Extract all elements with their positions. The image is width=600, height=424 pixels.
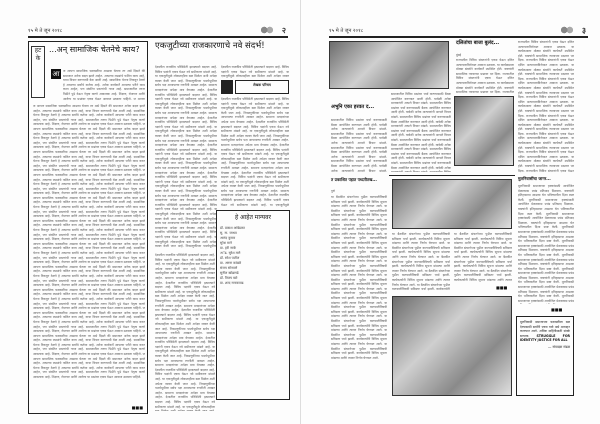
article-body: या बैठकीत संघटनेच्या पुढील वाटचालीविषयी सविस्तर चर्चा झाली. कार्यकर्त्यांनी विविध सूचना मांडल्या आणि त्यावर निर्णय घेण्यात आले. या बैठकीत संघटनेच्या पुढील वाटचालीविषयी सविस्तर चर्चा झाली. कार्यकर्त्यांनी विविध सूचना मांडल्या आणि त्यावर निर्णय घेण्यात आले. या बैठकीत संघटनेच्या पुढील वाटचालीविषयी सविस्तर चर्चा झाली. कार्यकर्त्यांनी विविध सूचना मांडल्या आणि त्यावर निर्णय घेण्यात आले. या बैठकीत संघटनेच्या पुढील वाटचालीविषयी सविस्तर चर्चा झाली. कार्यकर्त्यांनी विविध सूचना मांडल्या आणि त्यावर [454,232,512,282]
masthead-logo-icon [560,26,574,34]
dignitary-item: प्रा. अरुण कांबळे [220,261,242,265]
article-body: देशातील राजकीय परिस्थिती झपाट्याने बदलत आहे. विविध पक्षांनी एकत्र येऊन नवे समीकरण मांडले आहे. या एकजुटीमुळे लोकशाहीला बळ मिळेल अशी अपेक्षा व्यक्त केली जात आहे. निवडणुकीच्या पार्श्वभूमीवर सर्वच पक्ष आपापल्या रणनीती आखत आहेत. सामान्य मतदारांच्या अपेक्षा मात्र वेगळ्या आहेत. देशातील राजकीय परिस्थिती झपाट्याने बदलत आहे. विविध पक्षांनी एकत्र येऊन नवे समीकरण मांडले आहे. या एकजुटीमुळे लोकशाहीला बळ मिळेल अशी अपेक्षा व्यक्त केली जात आहे. निवडणुकीच्या पार्श्वभूमीवर सर्वच पक्ष आपापल्या रणनीती आखत आहेत. सामान्य मतदारांच्या अपेक्षा मात्र वेगळ्या आहेत. देशातील राजकीय परिस्थिती झपाट्याने बदलत आहे. विविध पक्षांनी एकत्र येऊन नवे समीकरण मांडले आहे. या एकजुटीमुळे लोकशाहीला बळ मिळेल अशी अपेक्षा व्यक्त केली जात आहे. निवडणुकीच्या पार्श्वभूमीवर सर्वच पक्ष आपापल्या रणनीती आखत आहेत. सामान्य मतदारांच्या अपेक्षा मात्र वेगळ्या आहेत. देशातील राजकीय परिस्थिती झपाट्याने बदलत आहे. विविध पक्षांनी एकत्र येऊन नवे समीकरण मांडले आहे. या एकजुटीमुळे लोकशाहीला बळ मिळेल अशी अपेक्षा व्यक्त केली जात आहे. निवडणुकीच्या पार्श्वभूमीवर सर्वच पक्ष आपापल्या रणनीती आखत आहेत. सामान्य मतदारांच्या अपेक्षा मात्र वेगळ्या आहेत. देशातील राजकीय परिस्थिती झपाट्याने बदलत आहे. विविध पक्षांनी एकत्र येऊन नवे समीकरण मांडले आहे. या एकजुटीमुळे लोकशाहीला बळ मिळेल अशी अपेक्षा व्यक्त केली जात आहे. निवडणुकीच्या पार्श्वभूमीवर सर्वच पक्ष आपापल्या रणनीती आखत आहेत. सामान्य मतदारांच्या अपेक्षा मात्र वेगळ्या आहेत. देशातील राजकीय परिस्थिती झपाट्याने बदलत आहे. विविध पक्षांनी एकत्र येऊन नवे समीकरण मांडले आहे. या एकजुटीमुळे लोकशाहीला बळ मिळेल अशी अपेक्षा व्यक्त केली जात आहे. निवडणुकीच्या पार्श्वभूमीवर सर्वच पक्ष आपापल्या रणनीती आखत आहेत. सामान्य मतदारांच्या अपेक्षा मात्र वेगळ्या आहेत. देशातील राजकीय परिस्थिती झपाट्याने बदलत आहे. विविध पक्षांनी एकत्र येऊन नवे समीकरण मांडले आहे. या एकजुटीमुळे लोकशाहीला बळ मिळेल अशी अपेक्षा व्यक्त केली जात आहे. निवडणुकीच्या पार्श्वभूमीवर [155,65,217,249]
box-title: हे आहेत मान्यवर [235,214,271,221]
article-social-consciousness [28,41,148,414]
dignitary-item: डॉ. विजय खरे [220,276,238,280]
article-body: ज आपण सामाजिक चळवळीचा आढावा घेतला तर असे दिसते की समाजात अनेक बदल झाले आहेत. आपल्या लढ्यांचे फलित काय आहे, याचा विचार करण्याची वेळ आली आहे. सामाजिक चेतना टिकवून ठेवणे हे आपल्या सर्वांचे कर्तव्य आहे. अनेक कार्यकर्ते आपल्या परीने काम करत आहेत, पण संघटित प्रयत्नांची गरज आहे. समाजातील तरुण पिढीने पुढे येऊन नेतृत्व करणे आवश्यक आहे. शिक्षण, रोजगार आणि आरोग्य या प्रश्नांवर एकत्र येऊन आवाज उठवला पाहिजे. ज आपण [63,69,145,101]
box-signature: — संपादक मंडळ [547,344,570,349]
masthead-logo-icon [260,26,274,34]
article-body: समाजातील विविध प्रश्नांवर चर्चा करण्यासाठी बैठक आयोजित करण्यात आली होती. यावेळी अनेक मान्यवरांनी आपले विचार मांडले. समाजातील विविध प्रश्नांवर चर्चा करण्यासाठी बैठक आयोजित करण्यात आली होती. यावेळी अनेक मान्यवरांनी आपले विचार मांडले. समाजातील विविध प्रश्नांवर चर्चा करण्यासाठी बैठक आयोजित करण्यात आली होती. यावेळी अनेक मान्यवरांनी आपले विचार मांडले. समाजातील विविध प्रश्नांवर चर्चा करण्यासाठी बैठक आयोजित करण्यात आली होती. यावेळी अनेक मान्यवरांनी आपले विचार मांडले. समाजातील विविध प्रश्नांवर चर्चा करण्यासाठी बैठक आयोजित करण्यात आली होती. यावेळी अनेक मान्यवरांनी आपले विचार मांडले. समाजातील विविध प्रश्नांवर चर्चा करण्यासाठी बैठक आयोजित करण्यात आली होती. यावेळी अनेक मान्यवरांनी आपले विचार मांडले. समाजातील विविध प्रश्नांवर चर्चा करण्यासाठी बैठक आयोजित करण्यात आली होती. यावेळी अनेक [391,92,451,170]
page-header [329,26,588,36]
end-mark: ■■■ [551,307,563,312]
event-photo-office [392,179,512,229]
article-headline: ...अन् सामाजिक चेतनेचे काय? [49,45,140,54]
article-body: देशातील राजकीय परिस्थिती झपाट्याने बदलत आहे. विविध पक्षांनी एकत्र येऊन नवे समीकरण मांडले आहे. या एकजुटीमुळे लोकशाहीला बळ मिळेल अशी अपेक्षा व्यक्त केली जात आहे. निवडणुकीच्या पार्श्वभूमीवर सर्वच पक्ष आपापल्या रणनीती आखत आहेत. सामान्य मतदारांच्या अपेक्षा मात्र वेगळ्या आहेत. देशातील राजकीय परिस्थिती झपाट्याने बदलत आहे. विविध पक्षांनी एकत्र येऊन नवे समीकरण मांडले आहे. या एकजुटीमुळे लोकशाहीला बळ मिळेल अशी अपेक्षा व्यक्त केली जात आहे. निवडणुकीच्या पार्श्वभूमीवर सर्वच पक्ष आपापल्या रणनीती आखत आहेत. सामान्य मतदारांच्या अपेक्षा मात्र वेगळ्या आहेत. देशातील राजकीय परिस्थिती झपाट्याने बदलत आहे. विविध पक्षांनी एकत्र येऊन नवे समीकरण मांडले आहे. या एकजुटीमुळे लोकशाहीला बळ मिळेल अशी अपेक्षा व्यक्त केली जात आहे. निवडणुकीच्या पार्श्वभूमीवर सर्वच पक्ष आपापल्या रणनीती आखत आहेत. सामान्य मतदारांच्या अपेक्षा मात्र वेगळ्या आहेत. देशातील राजकीय परिस्थिती झपाट्याने बदलत आहे. विविध पक्षांनी एकत्र येऊन नवे समीकरण मांडले आहे. या एकजुटीमुळे लोकशाहीला बळ मिळेल अशी अपेक्षा व्यक्त केली जात आहे. निवडणुकीच्या पार्श्वभूमीवर सर्वच पक्ष आपापल्या रणनीती आखत आहेत. सामान्य मतदारांच्या अपेक्षा मात्र वेगळ्या आहेत. देशातील राजकीय परिस्थिती झपाट्याने बदलत आहे. विविध पक्षांनी एकत्र येऊन नवे समीकरण मांडले आहे. या एकजुटीमुळे [221,97,289,207]
article-headline: त प्रकाशित पहात पध्दतीतख... [331,177,377,182]
article-body: ज आपण सामाजिक चळवळीचा आढावा घेतला तर असे दिसते की समाजात अनेक बदल झाले आहेत. आपल्या लढ्यांचे फलित काय आहे, याचा विचार करण्याची वेळ आली आहे. सामाजिक चेतना टिकवून ठेवणे हे आपल्या सर्वांचे कर्तव्य आहे. अनेक कार्यकर्ते आपल्या परीने काम करत आहेत, पण संघटित प्रयत्नांची गरज आहे. समाजातील तरुण पिढीने पुढे येऊन नेतृत्व करणे आवश्यक आहे. शिक्षण, रोजगार आणि आरोग्य या प्रश्नांवर एकत्र येऊन आवाज उठवला पाहिजे. ज आपण सामाजिक चळवळीचा आढावा घेतला तर असे दिसते की समाजात अनेक बदल झाले आहेत. आपल्या लढ्यांचे फलित काय आहे, याचा विचार करण्याची वेळ आली आहे. सामाजिक चेतना टिकवून ठेवणे हे आपल्या सर्वांचे कर्तव्य आहे. अनेक कार्यकर्ते आपल्या परीने काम करत आहेत, पण संघटित प्रयत्नांची गरज आहे. समाजातील तरुण पिढीने पुढे येऊन नेतृत्व करणे आवश्यक आहे. शिक्षण, रोजगार आणि आरोग्य या प्रश्नांवर एकत्र येऊन आवाज उठवला पाहिजे. ज आपण सामाजिक चळवळीचा आढावा घेतला तर असे दिसते की समाजात अनेक बदल झाले आहेत. आपल्या लढ्यांचे फलित काय आहे, याचा विचार करण्याची वेळ आली आहे. सामाजिक चेतना टिकवून ठेवणे हे आपल्या सर्वांचे कर्तव्य आहे. अनेक कार्यकर्ते आपल्या परीने काम करत आहेत, पण संघटित प्रयत्नांची गरज आहे. समाजातील तरुण पिढीने पुढे येऊन नेतृत्व करणे आवश्यक आहे. शिक्षण, रोजगार आणि आरोग्य या प्रश्नांवर एकत्र येऊन आवाज उठवला पाहिजे. ज आपण सामाजिक चळवळीचा आढावा घेतला तर असे दिसते की समाजात अनेक बदल झाले आहेत. आपल्या लढ्यांचे फलित काय आहे, याचा विचार करण्याची वेळ आली आहे. सामाजिक चेतना टिकवून ठेवणे हे आपल्या सर्वांचे कर्तव्य आहे. अनेक कार्यकर्ते आपल्या परीने काम करत आहेत, पण संघटित प्रयत्नांची गरज आहे. समाजातील तरुण पिढीने पुढे येऊन नेतृत्व करणे आवश्यक आहे. शिक्षण, रोजगार आणि आरोग्य या प्रश्नांवर एकत्र येऊन आवाज उठवला पाहिजे. ज आपण सामाजिक चळवळीचा आढावा घेतला तर असे दिसते की समाजात अनेक बदल झाले आहेत. आपल्या लढ्यांचे फलित काय आहे, याचा विचार करण्याची वेळ आली आहे. सामाजिक चेतना टिकवून ठेवणे हे आपल्या सर्वांचे कर्तव्य आहे. अनेक कार्यकर्ते आपल्या परीने काम करत आहेत, पण संघटित प्रयत्नांची गरज आहे. समाजातील तरुण पिढीने पुढे येऊन नेतृत्व करणे आवश्यक आहे. शिक्षण, रोजगार आणि आरोग्य या प्रश्नांवर एकत्र येऊन आवाज उठवला पाहिजे. ज आपण सामाजिक चळवळीचा आढावा घेतला तर असे दिसते की समाजात अनेक बदल झाले आहेत. आपल्या लढ्यांचे फलित काय आहे, याचा विचार करण्याची वेळ आली आहे. सामाजिक चेतना टिकवून ठेवणे हे आपल्या सर्वांचे कर्तव्य आहे. अनेक कार्यकर्ते आपल्या परीने काम करत आहेत, पण संघटित प्रयत्नांची गरज आहे. समाजातील तरुण पिढीने पुढे येऊन नेतृत्व करणे आवश्यक आहे. शिक्षण, रोजगार आणि आरोग्य या प्रश्नांवर एकत्र येऊन आवाज उठवला पाहिजे. ज आपण सामाजिक चळवळीचा आढावा घेतला तर असे दिसते की समाजात अनेक बदल झाले आहेत. आपल्या लढ्यांचे फलित काय आहे, याचा विचार करण्याची वेळ आली आहे. सामाजिक चेतना टिकवून ठेवणे हे आपल्या सर्वांचे कर्तव्य आहे. अनेक कार्यकर्ते आपल्या परीने काम करत आहेत, पण संघटित प्रयत्नांची गरज आहे. समाजातील तरुण पिढीने पुढे येऊन नेतृत्व करणे आवश्यक आहे. शिक्षण, रोजगार आणि आरोग्य या प्रश्नांवर एकत्र येऊन आवाज उठवला पाहिजे. ज आपण सामाजिक चळवळीचा आढावा घेतला तर असे दिसते की समाजात अनेक बदल झाले आहेत. आपल्या लढ्यांचे फलित काय आहे, याचा विचार करण्याची वेळ आली आहे. सामाजिक चेतना टिकवून ठेवणे हे आपल्या सर्वांचे कर्तव्य आहे. अनेक कार्यकर्ते आपल्या परीने काम करत आहेत, पण संघटित प्रयत्नांची गरज आहे. समाजातील तरुण पिढीने पुढे येऊन नेतृत्व करणे आवश्यक आहे. शिक्षण, रोजगार आणि आरोग्य या प्रश्नांवर एकत्र येऊन आवाज उठवला पाहिजे. ज आपण सामाजिक चळवळीचा आढावा घेतला तर असे दिसते की समाजात अनेक बदल झाले आहेत. आपल्या लढ्यांचे फलित काय आहे, याचा विचार करण्याची वेळ आली आहे. सामाजिक चेतना टिकवून ठेवणे हे आपल्या सर्वांचे कर्तव्य आहे. अनेक कार्यकर्ते आपल्या परीने काम करत आहेत, पण संघटित प्रयत्नांची गरज आहे. समाजातील तरुण पिढीने पुढे येऊन नेतृत्व करणे आवश्यक आहे. शिक्षण, रोजगार आणि आरोग्य या प्रश्नांवर एकत्र येऊन आवाज उठवला पाहिजे. ज आपण सामाजिक चळवळीचा आढावा घेतला तर असे दिसते की समाजात अनेक बदल झाले आहेत. आपल्या लढ्यांचे फलित काय आहे, याचा विचार करण्याची वेळ आली आहे. सामाजिक चेतना टिकवून ठेवणे हे आपल्या सर्वांचे कर्तव्य आहे. अनेक कार्यकर्ते आपल्या परीने काम करत आहेत, पण संघटित प्रयत्नांची गरज आहे. समाजातील तरुण पिढीने पुढे येऊन नेतृत्व करणे आवश्यक आहे. शिक्षण, रोजगार आणि आरोग्य या प्रश्नांवर एकत्र येऊन आवाज उठवला पाहिजे. ज आपण सामाजिक चळवळीचा आढावा घेतला तर असे दिसते की समाजात अनेक बदल झाले आहेत. आपल्या लढ्यांचे फलित काय आहे, याचा विचार करण्याची वेळ आली आहे. सामाजिक चेतना टिकवून ठेवणे हे आपल्या सर्वांचे कर्तव्य आहे. अनेक कार्यकर्ते आपल्या परीने काम करत आहेत, पण संघटित प्रयत्नांची गरज आहे. समाजातील तरुण पिढीने पुढे येऊन नेतृत्व करणे आवश्यक आहे. शिक्षण, रोजगार आणि आरोग्य या प्रश्नांवर एकत्र येऊन आवाज उठवला पाहिजे. ज आपण सामाजिक चळवळीचा आढावा घेतला तर असे दिसते की समाजात अनेक बदल झाले आहेत. आपल्या लढ्यांचे फलित काय आहे, याचा विचार करण्याची वेळ आली आहे. सामाजिक चेतना टिकवून ठेवणे हे आपल्या सर्वांचे कर्तव्य आहे. अनेक कार्यकर्ते आपल्या परीने काम करत आहेत, पण संघटित प्रयत्नांची गरज आहे. समाजातील तरुण पिढीने पुढे येऊन नेतृत्व करणे आवश्यक आहे. शिक्षण, रोजगार आणि आरोग्य या प्रश्नांवर एकत्र येऊन आवाज उठवला पाहिजे. [33,104,145,380]
article-headline: दलितांचा बाजा बुलंद... [456,40,500,46]
drop-cap: आ [52,70,60,78]
author-caption: लेखक परिचय [235,80,289,94]
article-body: राज्यातील विविध संघटनांनी एकत्र येऊन दलित अत्याचाराविरोधात आवाज उठवला. या कार्यक्रमाला मोठ्या संख्येने कार्यकर्ते उपस्थित होते. वक्त्यांनी सामाजिक न्यायाच्या प्रश्नावर भर दिला. राज्यातील विविध संघटनांनी एकत्र येऊन दलित अत्याचाराविरोधात आवाज उठवला. या कार्यक्रमाला मोठ्या संख्येने कार्यकर्ते उपस्थित होते. वक्त्यांनी सामाजिक न्यायाच्या प्रश्नावर भर दिला. राज्यातील विविध संघटनांनी एकत्र येऊन दलित अत्याचाराविरोधात आवाज उठवला. या कार्यक्रमाला मोठ्या संख्येने कार्यकर्ते उपस्थित होते. वक्त्यांनी सामाजिक न्यायाच्या प्रश्नावर भर दिला. राज्यातील विविध संघटनांनी एकत्र येऊन दलित अत्याचाराविरोधात आवाज उठवला. या कार्यक्रमाला मोठ्या संख्येने कार्यकर्ते उपस्थित होते. वक्त्यांनी सामाजिक न्यायाच्या प्रश्नावर भर दिला. राज्यातील विविध संघटनांनी एकत्र येऊन दलित अत्याचाराविरोधात आवाज उठवला. या कार्यक्रमाला मोठ्या संख्येने कार्यकर्ते उपस्थित होते. वक्त्यांनी सामाजिक न्यायाच्या प्रश्नावर भर दिला. राज्यातील विविध संघटनांनी एकत्र येऊन दलित अत्याचाराविरोधात आवाज उठवला. या कार्यक्रमाला मोठ्या संख्येने कार्यकर्ते उपस्थित होते. वक्त्यांनी सामाजिक न्यायाच्या प्रश्नावर भर दिला. राज्यातील विविध संघटनांनी एकत्र येऊन दलित अत्याचाराविरोधात आवाज उठवला. या कार्यक्रमाला मोठ्या संख्येने कार्यकर्ते उपस्थित होते. वक्त्यांनी सामाजिक न्यायाच्या प्रश्नावर भर दिला. राज्यातील विविध संघटनांनी एकत्र येऊन [518,40,574,173]
right-page [300,0,600,424]
dignitaries-list [220,226,286,286]
article-body: देशातील राजकीय परिस्थिती झपाट्याने बदलत आहे. विविध पक्षांनी एकत्र येऊन नवे समीकरण मांडले आहे. या एकजुटीमुळे लोकशाहीला बळ मिळेल अशी अपेक्षा व्यक्त [221,65,289,78]
dateline: पुणे [331,189,335,193]
dignitaries-box [216,210,290,400]
page-header [28,26,288,36]
page-number: ३ [581,26,586,35]
article-headline: मुलनिवासींचा जागर... [518,176,551,181]
article-headline: अभुनि एका हरवत द... [331,104,375,110]
info-box [516,316,574,396]
dignitary-item: आनंद कुमार [220,236,236,240]
header-rule [329,36,588,38]
article-banner: हट के [31,46,45,98]
dignitary-item: संजय सोनवणे [220,266,238,270]
box-highlight: JUSTICE FOR ALL [537,338,568,343]
article-body: समाजातील विविध प्रश्नांवर चर्चा करण्यासाठी बैठक आयोजित करण्यात आली होती. यावेळी अनेक मान्यवरांनी आपले विचार मांडले. समाजातील विविध प्रश्नांवर चर्चा करण्यासाठी बैठक आयोजित करण्यात आली होती. यावेळी अनेक मान्यवरांनी आपले विचार मांडले. समाजातील विविध प्रश्नांवर चर्चा करण्यासाठी बैठक आयोजित करण्यात आली होती. यावेळी अनेक मान्यवरांनी आपले विचार मांडले. समाजातील विविध प्रश्नांवर चर्चा करण्यासाठी बैठक आयोजित करण्यात आली होती. यावेळी अनेक मान्यवरांनी आपले विचार मांडले. [331,118,387,172]
page-number: २ [281,26,286,35]
issue-date: १५ मे ते जून २०१८ [28,28,63,34]
article-body: या बैठकीत संघटनेच्या पुढील वाटचालीविषयी सविस्तर चर्चा झाली. कार्यकर्त्यांनी विविध सूचना मांडल्या आणि त्यावर निर्णय घेण्यात आले. या बैठकीत संघटनेच्या पुढील वाटचालीविषयी सविस्तर चर्चा झाली. कार्यकर्त्यांनी विविध सूचना मांडल्या आणि त्यावर निर्णय घेण्यात आले. या बैठकीत संघटनेच्या पुढील वाटचालीविषयी सविस्तर चर्चा झाली. कार्यकर्त्यांनी विविध सूचना मांडल्या आणि त्यावर निर्णय घेण्यात आले. या बैठकीत संघटनेच्या पुढील वाटचालीविषयी सविस्तर चर्चा झाली. कार्यकर्त्यांनी विविध सूचना मांडल्या आणि त्यावर निर्णय घेण्यात आले. या बैठकीत संघटनेच्या पुढील वाटचालीविषयी सविस्तर चर्चा झाली. कार्यकर्त्यांनी [392,232,450,292]
box-highlight: STRUGGLE FOR IDENTITY [520,333,570,343]
dignitary-item: डॉ. प्रकाश आंबेडकर [220,226,245,230]
article-body: देशातील राजकीय परिस्थिती झपाट्याने बदलत आहे. विविध पक्षांनी एकत्र येऊन नवे समीकरण मांडले आहे. या एकजुटीमुळे लोकशाहीला बळ मिळेल अशी अपेक्षा व्यक्त केली जात आहे. निवडणुकीच्या पार्श्वभूमीवर सर्वच पक्ष आपापल्या रणनीती आखत आहेत. सामान्य मतदारांच्या अपेक्षा मात्र वेगळ्या आहेत. देशातील राजकीय परिस्थिती झपाट्याने बदलत आहे. विविध पक्षांनी एकत्र येऊन नवे समीकरण मांडले आहे. या एकजुटीमुळे लोकशाहीला बळ मिळेल अशी अपेक्षा व्यक्त केली जात आहे. निवडणुकीच्या पार्श्वभूमीवर सर्वच पक्ष आपापल्या रणनीती आखत आहेत. सामान्य मतदारांच्या अपेक्षा मात्र वेगळ्या आहेत. देशातील राजकीय परिस्थिती झपाट्याने बदलत आहे. विविध पक्षांनी एकत्र येऊन नवे समीकरण मांडले आहे. या एकजुटीमुळे लोकशाहीला बळ मिळेल अशी अपेक्षा व्यक्त केली जात आहे. निवडणुकीच्या पार्श्वभूमीवर सर्वच पक्ष आपापल्या रणनीती आखत आहेत. सामान्य मतदारांच्या अपेक्षा मात्र वेगळ्या आहेत. देशातील राजकीय परिस्थिती झपाट्याने बदलत आहे. विविध पक्षांनी एकत्र येऊन नवे समीकरण मांडले आहे. या एकजुटीमुळे लोकशाहीला बळ मिळेल अशी अपेक्षा व्यक्त केली जात आहे. निवडणुकीच्या पार्श्वभूमीवर सर्वच पक्ष आपापल्या रणनीती आखत आहेत. सामान्य मतदारांच्या अपेक्षा मात्र वेगळ्या आहेत. देशातील राजकीय परिस्थिती झपाट्याने बदलत आहे. विविध पक्षांनी एकत्र येऊन नवे समीकरण मांडले आहे. या एकजुटीमुळे लोकशाहीला बळ मिळेल अशी अपेक्षा व्यक्त केली जात आहे. निवडणुकीच्या पार्श्वभूमीवर सर्वच पक्ष आपापल्या रणनीती आखत आहेत. सामान्य मतदारांच्या अपेक्षा मात्र वेगळ्या आहेत. देशातील राजकीय परिस्थिती झपाट्याने बदलत आहे. विविध पक्षांनी एकत्र येऊन नवे समीकरण मांडले आहे. या एकजुटीमुळे लोकशाहीला [155,253,215,409]
event-photo-banner [454,96,514,166]
header-rule [28,36,288,38]
dateline: मुंबई [456,53,461,57]
dignitary-item: डॉ. रमेश पाटील [220,256,240,260]
event-photo-stage [329,41,449,89]
end-mark: ■■■ [496,285,508,290]
article-body: राज्यातील विविध संघटनांनी एकत्र येऊन दलित अत्याचाराविरोधात आवाज उठवला. या कार्यक्रमाला मोठ्या संख्येने कार्यकर्ते उपस्थित होते. वक्त्यांनी सामाजिक न्यायाच्या प्रश्नावर भर दिला. राज्यातील विविध संघटनांनी एकत्र येऊन दलित अत्याचाराविरोधात आवाज उठवला. या कार्यक्रमाला मोठ्या संख्येने कार्यकर्ते उपस्थित होते. वक्त्यांनी सामाजिक न्यायाच्या प्रश्नावर भर दिला. राज्यातील [456,58,514,94]
dignitary-item: अॅड. सुरेश माने [220,251,241,255]
issue-date: १५ मे ते जून २०१८ [329,28,364,34]
article-headline: एकजुटीच्या राजकारणाचे नवे संदर्भ! [155,41,265,51]
dignitary-item: प्रा. शरद गायकवाड [220,281,244,285]
dignitary-item: प्रा. हरी नरके [220,246,236,250]
article-body: मूलनिवासी समाजाच्या हक्कांसाठी आयोजित मेळाव्यास प्रचंड प्रतिसाद मिळाला. वक्त्यांनी इतिहासाचा आढावा घेत भविष्यातील दिशा स्पष्ट केली. मूलनिवासी समाजाच्या हक्कांसाठी आयोजित मेळाव्यास प्रचंड प्रतिसाद मिळाला. वक्त्यांनी इतिहासाचा आढावा घेत भविष्यातील दिशा स्पष्ट केली. मूलनिवासी समाजाच्या हक्कांसाठी आयोजित मेळाव्यास प्रचंड प्रतिसाद मिळाला. वक्त्यांनी इतिहासाचा आढावा घेत भविष्यातील दिशा स्पष्ट केली. मूलनिवासी समाजाच्या हक्कांसाठी आयोजित मेळाव्यास प्रचंड प्रतिसाद मिळाला. वक्त्यांनी इतिहासाचा आढावा घेत भविष्यातील दिशा स्पष्ट केली. मूलनिवासी समाजाच्या हक्कांसाठी आयोजित मेळाव्यास प्रचंड प्रतिसाद मिळाला. वक्त्यांनी इतिहासाचा आढावा घेत भविष्यातील दिशा स्पष्ट केली. मूलनिवासी समाजाच्या हक्कांसाठी आयोजित मेळाव्यास प्रचंड प्रतिसाद मिळाला. वक्त्यांनी इतिहासाचा आढावा घेत भविष्यातील दिशा स्पष्ट केली. मूलनिवासी समाजाच्या हक्कांसाठी आयोजित मेळाव्यास प्रचंड प्रतिसाद मिळाला. वक्त्यांनी इतिहासाचा आढावा घेत भविष्यातील दिशा स्पष्ट केली. मूलनिवासी समाजाच्या हक्कांसाठी आयोजित मेळाव्यास प्रचंड प्रतिसाद मिळाला. वक्त्यांनी इतिहासाचा आढावा घेत भविष्यातील दिशा स्पष्ट केली. मूलनिवासी समाजाच्या हक्कांसाठी आयोजित मेळाव्यास प्रचंड [518,184,574,303]
end-mark: ■■■ [131,405,143,410]
dignitary-item: सु. ना. जाधव [220,231,237,235]
author-pen-icon [221,80,233,94]
box-body [520,320,570,343]
article-body: या बैठकीत संघटनेच्या पुढील वाटचालीविषयी सविस्तर चर्चा झाली. कार्यकर्त्यांनी विविध सूचना मांडल्या आणि त्यावर निर्णय घेण्यात आले. या बैठकीत संघटनेच्या पुढील वाटचालीविषयी सविस्तर चर्चा झाली. कार्यकर्त्यांनी विविध सूचना मांडल्या आणि त्यावर निर्णय घेण्यात आले. या बैठकीत संघटनेच्या पुढील वाटचालीविषयी सविस्तर चर्चा झाली. कार्यकर्त्यांनी विविध सूचना मांडल्या आणि त्यावर निर्णय घेण्यात आले. या बैठकीत संघटनेच्या पुढील वाटचालीविषयी सविस्तर चर्चा झाली. कार्यकर्त्यांनी विविध सूचना मांडल्या आणि त्यावर निर्णय घेण्यात आले. या बैठकीत संघटनेच्या पुढील वाटचालीविषयी सविस्तर चर्चा झाली. कार्यकर्त्यांनी विविध सूचना मांडल्या आणि त्यावर निर्णय घेण्यात आले. या बैठकीत संघटनेच्या पुढील वाटचालीविषयी सविस्तर चर्चा झाली. कार्यकर्त्यांनी विविध सूचना मांडल्या आणि त्यावर निर्णय घेण्यात आले. या बैठकीत संघटनेच्या पुढील वाटचालीविषयी सविस्तर चर्चा झाली. कार्यकर्त्यांनी विविध सूचना मांडल्या आणि त्यावर निर्णय घेण्यात आले. या बैठकीत संघटनेच्या पुढील वाटचालीविषयी सविस्तर चर्चा झाली. कार्यकर्त्यांनी विविध सूचना मांडल्या आणि त्यावर निर्णय घेण्यात आले. या बैठकीत संघटनेच्या पुढील वाटचालीविषयी सविस्तर चर्चा झाली. कार्यकर्त्यांनी विविध सूचना मांडल्या आणि त्यावर निर्णय घेण्यात आले. या बैठकीत संघटनेच्या पुढील वाटचालीविषयी सविस्तर चर्चा झाली. कार्यकर्त्यांनी विविध सूचना मांडल्या आणि त्यावर निर्णय घेण्यात आले. या बैठकीत संघटनेच्या पुढील वाटचालीविषयी सविस्तर चर्चा झाली. कार्यकर्त्यांनी विविध सूचना मांडल्या आणि त्यावर निर्णय घेण्यात आले. या बैठकीत संघटनेच्या पुढील वाटचालीविषयी सविस्तर चर्चा झाली. कार्यकर्त्यांनी विविध सूचना मांडल्या आणि त्यावर निर्णय घेण्यात आले. [331,195,387,360]
divider [389,175,515,176]
box-text: मूलनिवासी समाजाच्या चळवळीला बळ देण्यासाठी सर्वांनी एकत्र यावे असे आवाहन करण्यात आले. अधिक माहितीसाठी संपर्क साधावा. [520,320,570,338]
dignitary-item: सुरेश माने [220,241,232,245]
event-photo-audience [392,296,512,396]
dignitary-item: सुनील खोब्रागडे [220,271,239,275]
